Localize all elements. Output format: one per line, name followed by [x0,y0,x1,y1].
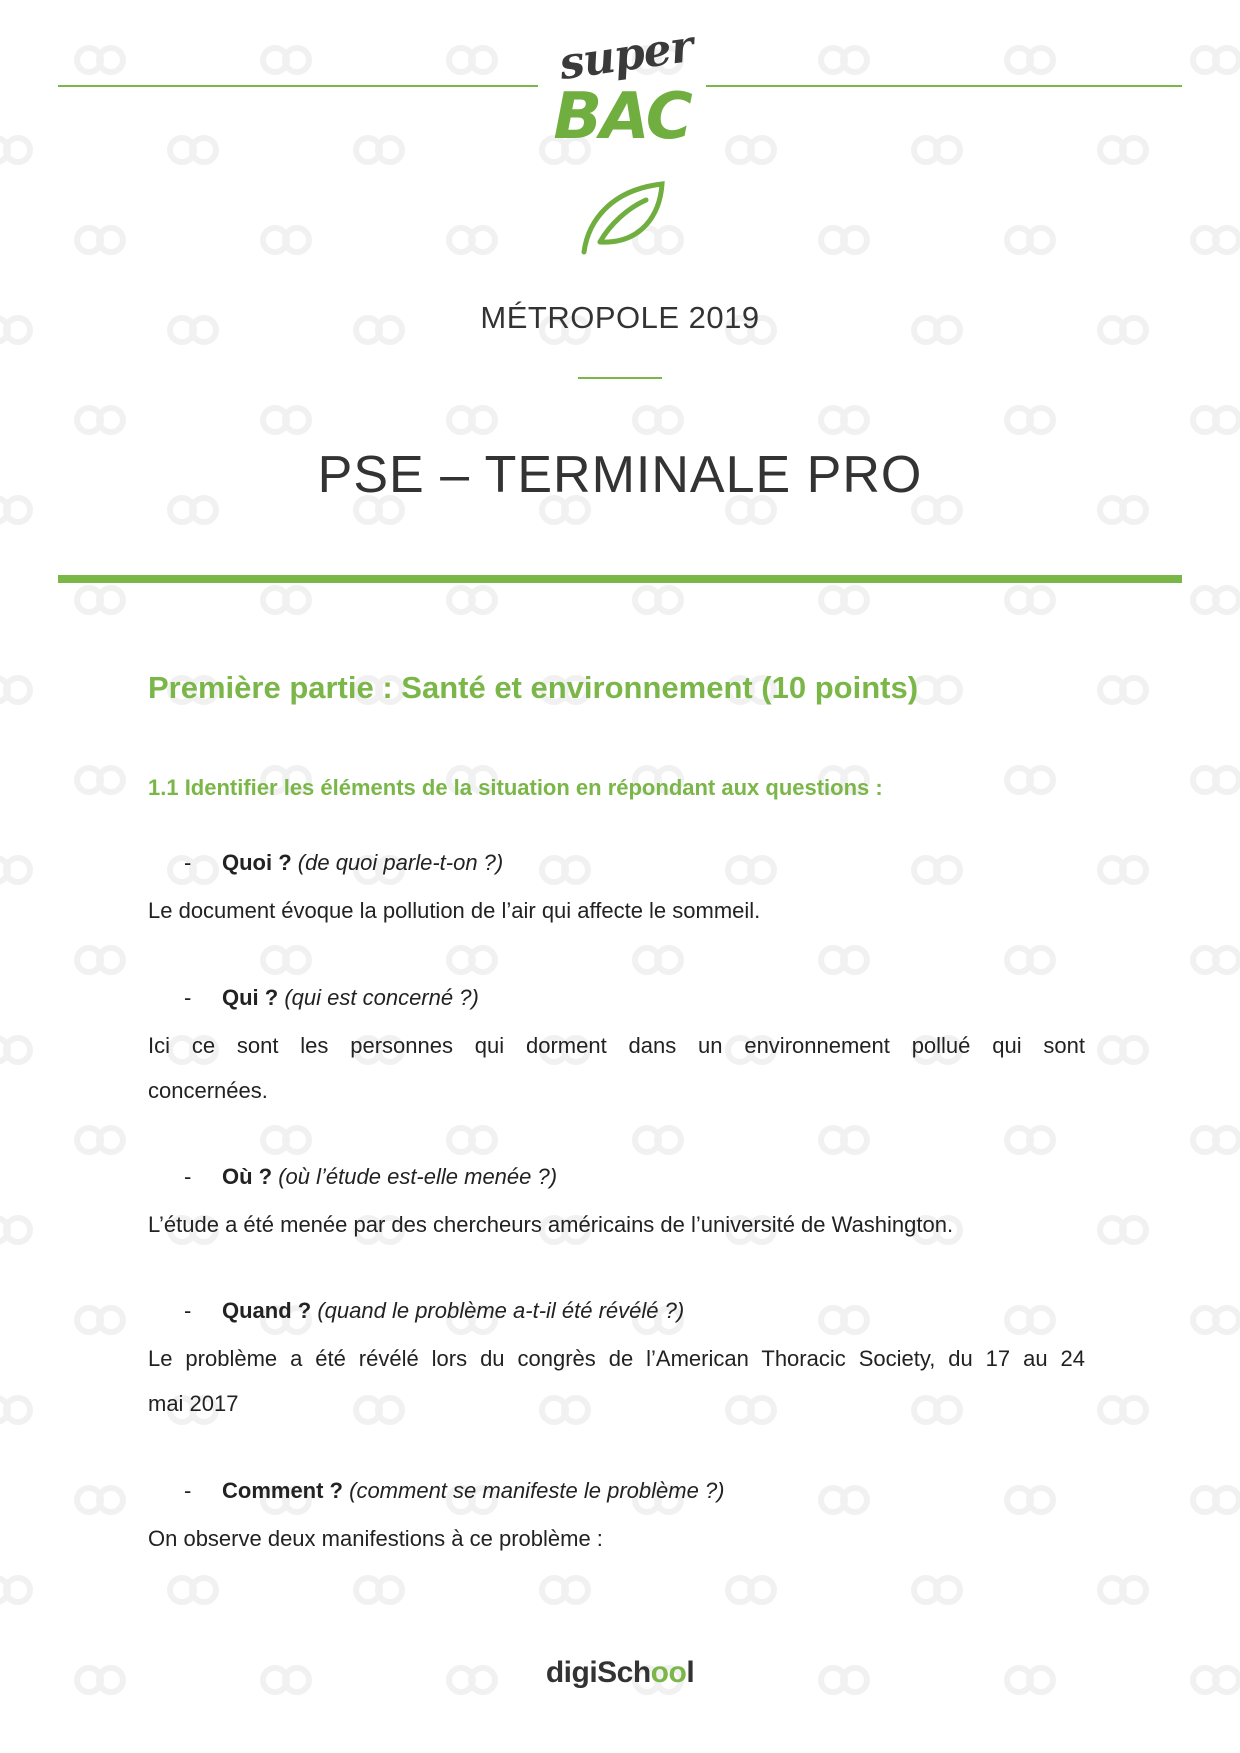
question-qui [184,985,479,1011]
superbac-logo [548,22,698,262]
leaf-icon [570,162,670,262]
question-heading: 1.1 Identifier les éléments de la situation en répondant aux questions : [148,775,883,800]
page-title: PSE – TERMINALE PRO [317,446,923,504]
answer-quand-line2: mai 2017 [148,1391,239,1416]
footer-brand-oo: oo [650,1656,687,1689]
answer-comment: On observe deux manifestions à ce problème : [148,1526,603,1551]
list-dash: - [184,850,192,875]
logo-super-text: super [556,20,696,91]
answer-ou: L’étude a été menée par des chercheurs américains de l’université de Washington. [148,1212,954,1237]
list-dash: - [184,985,192,1010]
question-hint: (de quoi parle-t-on ?) [297,850,504,875]
question-hint: (quand le problème a-t-il été révélé ?) [317,1298,685,1323]
exam-session: MÉTROPOLE 2019 [480,300,760,335]
list-dash: - [184,1164,192,1189]
question-label: Quoi ? [222,850,292,875]
answer-qui-line1: Ici ce sont les personnes qui dorment dans un environnement pollué qui sont [148,1033,1085,1058]
question-hint: (comment se manifeste le problème ?) [349,1478,725,1503]
header-rule-left [58,85,538,87]
header-rule-right [706,85,1182,87]
question-quoi [184,850,503,876]
question-label: Où ? [222,1164,273,1189]
section-heading: Première partie : Santé et environnement (10 points) [148,670,919,705]
question-label: Quand ? [222,1298,312,1323]
answer-quand-line1: Le problème a été révélé lors du congrès de l’American Thoracic Society, du 17 au 24 [148,1346,1085,1371]
footer-brand-b: l [686,1656,695,1689]
question-quand [184,1298,684,1324]
logo-bac-text: BAC [553,80,691,154]
list-dash: - [184,1478,192,1503]
footer-brand-a: digiSch [545,1656,651,1689]
question-hint: (où l’étude est-elle menée ?) [278,1164,558,1189]
question-ou [184,1164,557,1190]
question-comment [184,1478,725,1504]
question-hint: (qui est concerné ?) [284,985,479,1010]
list-dash: - [184,1298,192,1323]
digischool-logo [0,1656,1240,1690]
title-divider [58,575,1182,583]
question-label: Qui ? [222,985,279,1010]
answer-quoi: Le document évoque la pollution de l’air qui affecte le sommeil. [148,898,761,923]
question-label: Comment ? [222,1478,343,1503]
subtitle-divider [578,377,662,379]
answer-qui-line2: concernées. [148,1078,268,1103]
